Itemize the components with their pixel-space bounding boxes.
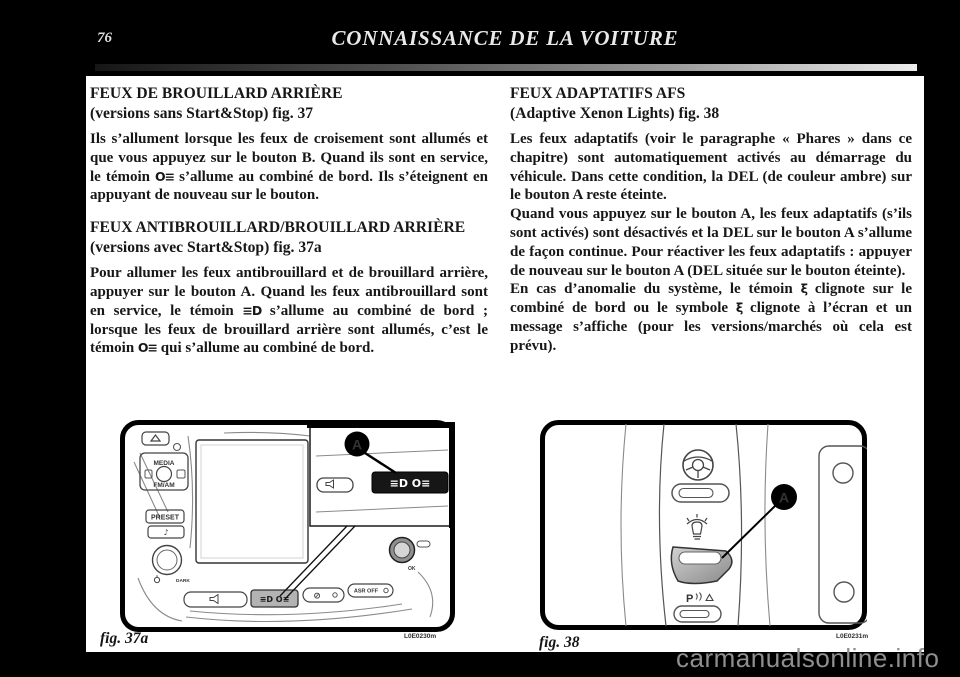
section-title-text: FEUX ADAPTATIFS AFS	[510, 85, 686, 102]
figure-38-code: L0E0231m	[836, 633, 869, 640]
front-fog-indicator-icon: ≡D	[242, 302, 262, 318]
body-text: Ils s’allument lorsque les feux de croisement sont allumés et que vous appuyez sur le bouton B. Quand ils sont en service, le témoin	[90, 131, 488, 185]
callout-a-label: A	[778, 489, 790, 506]
zoom-inset	[307, 422, 455, 528]
paragraph-front-fog	[90, 264, 488, 358]
fog-lights-icon: ≡D O≡	[389, 477, 431, 490]
rear-fog-indicator-icon: O≡	[137, 340, 158, 356]
figure-38	[540, 420, 867, 630]
section-subtitle-text: (versions sans Start&Stop) fig. 37	[90, 104, 314, 122]
section-title-text: FEUX ANTIBROUILLARD/BROUILLARD ARRIÈRE	[90, 219, 466, 237]
afs-failure-indicator-icon: ξ	[800, 281, 807, 297]
section-title-front-fog	[90, 218, 488, 257]
page-number: 76	[97, 30, 112, 46]
rear-fog-indicator-icon: O≡	[155, 168, 175, 184]
figure-38-caption: fig. 38	[539, 634, 580, 651]
music-note-icon: ♪	[163, 528, 169, 537]
section-title-rear-fog	[90, 84, 488, 123]
figure-37a-code: L0E0230m	[404, 633, 437, 640]
body-text: clignote à l’écran et un message s’affiche (pour les versions/marchés où cela est prévu).	[510, 300, 912, 354]
preset-label: PRESET	[150, 514, 180, 522]
body-text: En cas d’anomalie du système, le témoin	[510, 281, 801, 298]
callout-a-label: A	[351, 436, 363, 453]
ok-label: OK	[408, 566, 416, 572]
body-text: s’allume au combiné de bord ; lorsque les feux de brouillard arrière sont allumés, c’est le témoin	[90, 302, 488, 357]
dark-label: DARK	[176, 579, 190, 584]
section-title-afs	[510, 84, 912, 123]
left-column	[90, 84, 488, 358]
body-text: clignote sur le combiné de bord ou le symbole	[510, 281, 912, 317]
afs-failure-indicator-icon: ξ	[735, 300, 743, 316]
parking-p-label: P	[686, 593, 694, 605]
section-subtitle-text: (Adaptive Xenon Lights) fig. 38	[510, 104, 720, 122]
body-text: qui s’allume au combiné de bord.	[157, 340, 375, 357]
mute-icon: ⊘	[313, 591, 321, 602]
asr-off-label: ASR OFF	[353, 588, 379, 595]
media-label: MEDIA	[153, 460, 175, 467]
paragraph-afs-1: Les feux adaptatifs (voir le paragraphe « Phares » dans ce chapitre) sont automatiquement activés au démarrage du véhicule. Dans cette condition, la DEL (de couleur ambre) sur le bouton A reste éteinte.	[510, 131, 912, 204]
page-header-title: CONNAISSANCE DE LA VOITURE	[331, 26, 679, 50]
body-text: Pour allumer les feux antibrouillard et de brouillard arrière, appuyer sur le bouton A. Quand les feux antibrouillard sont en service, le témoin	[90, 265, 488, 319]
body-text: s’allume au combiné de bord. Ils s’éteignent en appuyant de nouveau sur le bouton.	[90, 168, 488, 204]
figure-37a-caption: fig. 37a	[100, 630, 149, 647]
header-divider	[95, 64, 917, 71]
right-column	[510, 84, 912, 356]
paragraph-rear-fog	[90, 130, 488, 205]
paragraph-afs-2: Quand vous appuyez sur le bouton A, les feux adaptatifs (s’ils sont activés) sont désactivés et la DEL sur le bouton A s’allume de façon continue. Pour réactiver les feux adaptatifs : appuyer de nouveau sur le bouton A (DEL située sur le bouton éteinte).	[510, 206, 912, 279]
section-title-text: FEUX DE BROUILLARD ARRIÈRE	[90, 85, 343, 102]
afs-button-slot	[679, 552, 721, 564]
figure-frame	[543, 423, 865, 628]
paragraph-afs-3	[510, 280, 912, 355]
rotary-knob-inner	[394, 542, 410, 558]
figure-37a	[120, 420, 455, 632]
watermark-link[interactable]: carmanualsonline.info	[676, 643, 940, 673]
fog-lights-icon: ≡D O≡	[259, 595, 290, 604]
fmam-label: FM/AM	[153, 482, 175, 489]
section-subtitle-text: (versions avec Start&Stop) fig. 37a	[90, 238, 322, 256]
